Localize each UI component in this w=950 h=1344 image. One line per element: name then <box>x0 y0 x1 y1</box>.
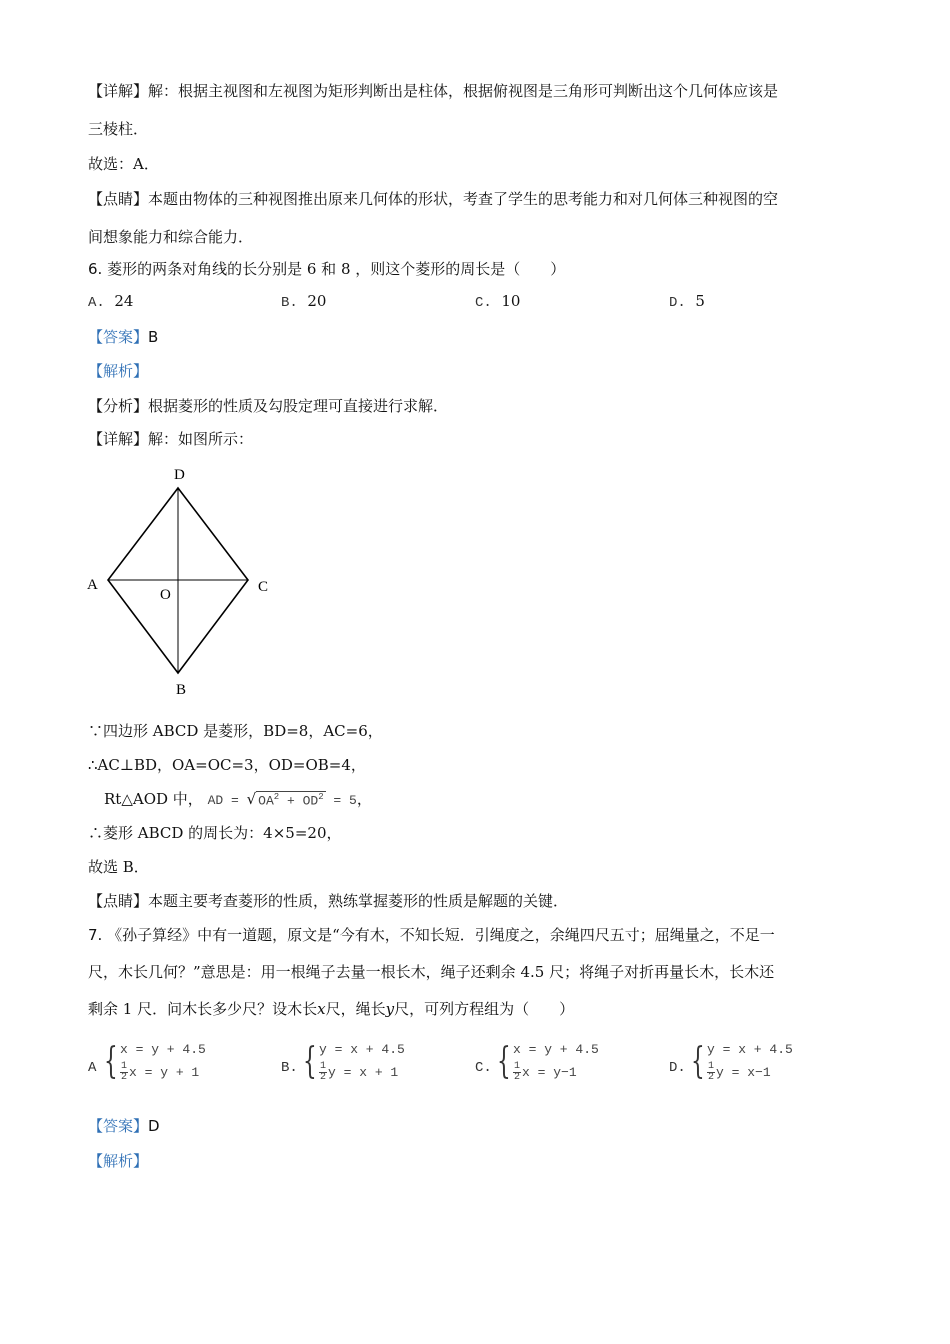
q6-stem <box>88 258 565 279</box>
q6-step4: ∴菱形 ABCD 的周长为：4×5=20， <box>88 824 342 842</box>
choice-statement: 故选：A． <box>88 155 159 173</box>
detail-paragraph-cont: 三棱柱． <box>88 120 149 138</box>
q6-detail <box>88 428 253 449</box>
q7-analysis-tag: 【解析】 <box>88 1152 149 1170</box>
q7-option-d-label: D. <box>669 1060 686 1076</box>
q7-option-c-label: C. <box>475 1060 492 1076</box>
brace-icon: { <box>691 1041 705 1082</box>
q6-fenxi <box>88 395 448 416</box>
fenxi-text: 根据菱形的性质及勾股定理可直接进行求解． <box>148 397 449 415</box>
q6-option-b: B. 20 <box>281 292 327 311</box>
q6-step5: 故选 B． <box>88 858 149 876</box>
var-y: y <box>385 1000 395 1018</box>
label-o: O <box>160 587 171 603</box>
sqrt-expression: $OA^2 + OD^2$ <box>258 791 324 808</box>
detail-tag: 【详解】 <box>88 82 149 100</box>
q7-line1: 7. 《孙子算经》中有一道题，原文是“今有木，不知长短．引绳度之，余绳四尺五寸；屈绳量之，不足一 <box>88 926 775 944</box>
step3-result: = 5 <box>325 793 357 808</box>
q7-line3: 剩余 1 尺．问木长多少尺？设木长x尺，绳长y尺，可列方程组为（ ） <box>88 1000 575 1018</box>
q6-step1: ∵四边形 ABCD 是菱形，BD=8，AC=6， <box>88 722 383 740</box>
q6-step3: Rt△AOD 中， AD = √ $OA^2 + OD^2 = 5$， <box>104 790 372 808</box>
detail-paragraph <box>88 80 778 101</box>
answer-value: B <box>148 328 159 346</box>
q6-step2: ∴AC⊥BD，OA=OC=3，OD=OB=4， <box>88 756 366 774</box>
q7-number: 7. <box>88 926 103 944</box>
q6-analysis-tag: 【解析】 <box>88 362 149 380</box>
q6-number: 6. <box>88 260 103 278</box>
q6-option-c: C. 10 <box>475 292 521 311</box>
step3-prefix: Rt△AOD 中， <box>104 790 203 808</box>
q7-answer <box>88 1115 160 1136</box>
label-d: D <box>174 467 185 483</box>
note-paragraph-cont: 间想象能力和综合能力． <box>88 228 254 246</box>
note-tag: 【点睛】 <box>88 892 149 910</box>
q6-option-d: D. 5 <box>669 292 705 311</box>
rhombus-diagram <box>80 460 280 700</box>
brace-icon: { <box>104 1041 118 1082</box>
note-text: 本题由物体的三种视图推出原来几何体的形状，考查了学生的思考能力和对几何体三种视图的空 <box>148 190 779 208</box>
detail-tag: 【详解】 <box>88 430 149 448</box>
q7-option-a-label: A <box>88 1060 97 1076</box>
q6-answer <box>88 326 158 347</box>
q7-option-b-label: B. <box>281 1060 298 1076</box>
note-paragraph <box>88 188 778 209</box>
step3-ad: AD = <box>207 793 247 808</box>
q6-stem-text: 菱形的两条对角线的长分别是 6 和 8 ，则这个菱形的周长是（ ） <box>107 260 566 278</box>
answer-value: D <box>148 1117 160 1135</box>
fenxi-tag: 【分析】 <box>88 397 149 415</box>
detail-text: 解：如图所示： <box>148 430 254 448</box>
brace-icon: { <box>497 1041 511 1082</box>
label-c: C <box>258 579 269 595</box>
label-a: A <box>87 577 98 593</box>
detail-text: 解：根据主视图和左视图为矩形判断出是柱体，根据俯视图是三角形可判断出这个几何体应该是 <box>148 82 779 100</box>
label-b: B <box>176 682 187 698</box>
answer-tag: 【答案】 <box>88 1117 149 1135</box>
answer-tag: 【答案】 <box>88 328 149 346</box>
q6-option-a: A. 24 <box>88 292 134 311</box>
brace-icon: { <box>303 1041 317 1082</box>
note-text: 本题主要考查菱形的性质，熟练掌握菱形的性质是解题的关键． <box>148 892 569 910</box>
q7-line2: 尺，木长几何？”意思是：用一根绳子去量一根长木，绳子还剩余 4.5 尺；将绳子对折再量长木，长木还 <box>88 963 775 981</box>
var-x: x <box>317 1000 326 1018</box>
q6-note <box>88 890 568 911</box>
note-tag: 【点睛】 <box>88 190 149 208</box>
